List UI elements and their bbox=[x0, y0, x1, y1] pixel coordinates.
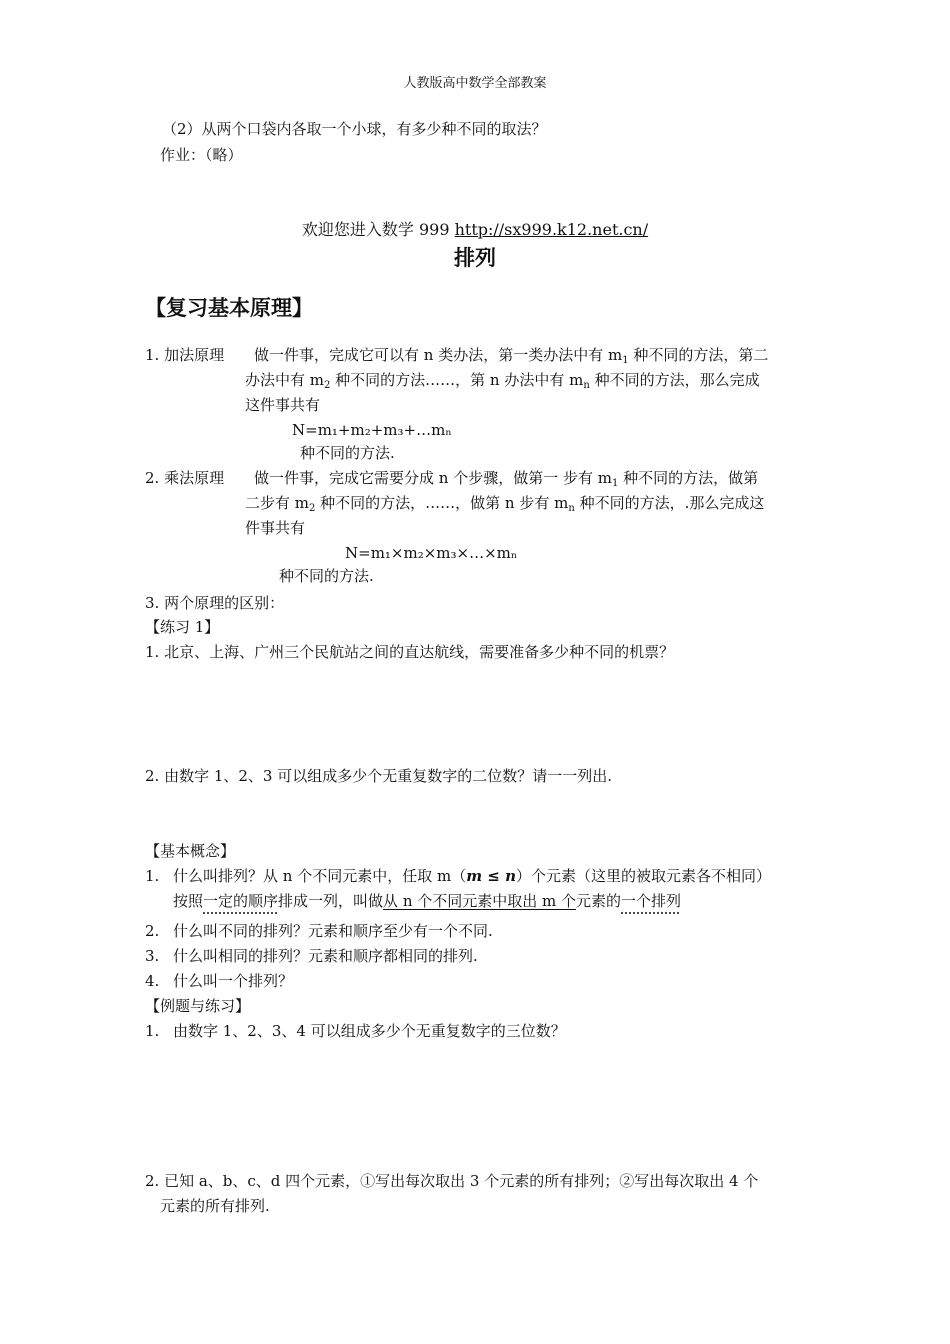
math-inequality: m ≤ n bbox=[466, 867, 516, 885]
text-segment: 种不同的方法……，第 n 办法中有 m bbox=[330, 371, 584, 389]
principle2-line3: 件事共有 bbox=[245, 519, 306, 537]
site-prefix: 欢迎您进入数学 999 bbox=[301, 220, 455, 239]
subscript: n bbox=[583, 380, 590, 391]
section-heading-review: 【复习基本原理】 bbox=[145, 296, 313, 320]
concept3-number: 3. bbox=[145, 947, 160, 965]
concept1-number: 1. bbox=[145, 867, 160, 885]
subscript: 1 bbox=[622, 355, 629, 366]
principle1-line2 bbox=[245, 370, 760, 396]
principle1-line1 bbox=[254, 345, 768, 371]
principle2-line1 bbox=[254, 468, 758, 494]
concept2-text: 什么叫不同的排列？元素和顺序至少有一个不同. bbox=[173, 922, 493, 940]
subscript: 1 bbox=[611, 478, 619, 489]
intro-question: （2）从两个口袋内各取一个小球，有多少种不同的取法？ bbox=[162, 120, 547, 138]
text-segment: 种不同的方法，……，做第 n 步有 m bbox=[315, 494, 569, 512]
principle2-formula: N=m₁×m₂×m₃×…×mₙ bbox=[345, 544, 518, 562]
concept1-line1 bbox=[173, 866, 771, 886]
practice1-q1: 1. 北京、上海、广州三个民航站之间的直达航线，需要准备多少种不同的机票？ bbox=[145, 643, 675, 661]
text-segment: 元素的 bbox=[576, 892, 622, 910]
example2-line2: 元素的所有排列. bbox=[160, 1197, 270, 1215]
principle1-formula: N=m₁+m₂+m₃+…mₙ bbox=[292, 421, 452, 439]
principle1-line3: 这件事共有 bbox=[245, 396, 321, 414]
concept3-text: 什么叫相同的排列？元素和顺序都相同的排列. bbox=[173, 947, 478, 965]
example1-number: 1. bbox=[145, 1022, 160, 1040]
text-segment: 做一件事，完成它需要分成 n 个步骤，做第一 步有 m bbox=[254, 469, 612, 487]
text-segment: 种不同的方法，.那么完成这 bbox=[574, 494, 765, 512]
text-segment: 什么叫排列？从 n 个不同元素中，任取 m（ bbox=[173, 867, 467, 885]
examples-heading: 【例题与练习】 bbox=[145, 997, 251, 1015]
item-3: 3. 两个原理的区别： bbox=[145, 594, 285, 612]
subscript: n bbox=[568, 503, 575, 514]
text-segment: 办法中有 m bbox=[245, 371, 324, 389]
emphasis-underlined: 从 n 个不同元素中取出 m 个 bbox=[383, 892, 577, 910]
concept1-line2 bbox=[173, 891, 681, 911]
principle2-line2 bbox=[245, 493, 764, 519]
text-segment: ）个元素（这里的被取元素各不相同） bbox=[516, 867, 772, 885]
principle1-label: 1. 加法原理 bbox=[145, 346, 225, 364]
site-link[interactable]: http://sx999.k12.net.cn/ bbox=[454, 220, 649, 239]
principle1-formula-note: 种不同的方法. bbox=[300, 444, 395, 462]
text-segment: 种不同的方法，那么完成 bbox=[589, 371, 760, 389]
text-segment: 种不同的方法，第二 bbox=[628, 346, 769, 364]
site-banner bbox=[0, 217, 950, 240]
emphasis-dotted: 一定的顺序 bbox=[203, 892, 279, 910]
emphasis-dotted: 一个排列 bbox=[621, 892, 682, 910]
principle2-label: 2. 乘法原理 bbox=[145, 469, 225, 487]
text-segment: 种不同的方法，做第 bbox=[618, 469, 759, 487]
text-segment: 排成一列，叫做 bbox=[278, 892, 384, 910]
subscript: 2 bbox=[309, 503, 316, 514]
page-header: 人教版高中数学全部教案 bbox=[403, 76, 547, 91]
practice1-q2: 2. 由数字 1、2、3 可以组成多少个无重复数字的二位数？请一一列出. bbox=[145, 767, 613, 785]
principle2-formula-note: 种不同的方法. bbox=[279, 567, 374, 585]
concept2-number: 2. bbox=[145, 922, 160, 940]
text-segment: 按照 bbox=[173, 892, 204, 910]
subscript: 2 bbox=[324, 380, 331, 391]
concept4-text: 什么叫一个排列？ bbox=[173, 972, 294, 990]
text-segment: 二步有 m bbox=[245, 494, 309, 512]
page-title: 排列 bbox=[454, 246, 496, 270]
practice1-heading: 【练习 1】 bbox=[145, 618, 220, 636]
example1-text: 由数字 1、2、3、4 可以组成多少个无重复数字的三位数？ bbox=[173, 1022, 566, 1040]
text-segment: 做一件事，完成它可以有 n 类办法，第一类办法中有 m bbox=[254, 346, 623, 364]
homework-line: 作业：（略） bbox=[160, 146, 243, 164]
concepts-heading: 【基本概念】 bbox=[145, 842, 236, 860]
example2-line1: 2. 已知 a、b、c、d 四个元素，①写出每次取出 3 个元素的所有排列；②写出每次取出 4 个 bbox=[145, 1172, 759, 1190]
concept4-number: 4. bbox=[145, 972, 160, 990]
